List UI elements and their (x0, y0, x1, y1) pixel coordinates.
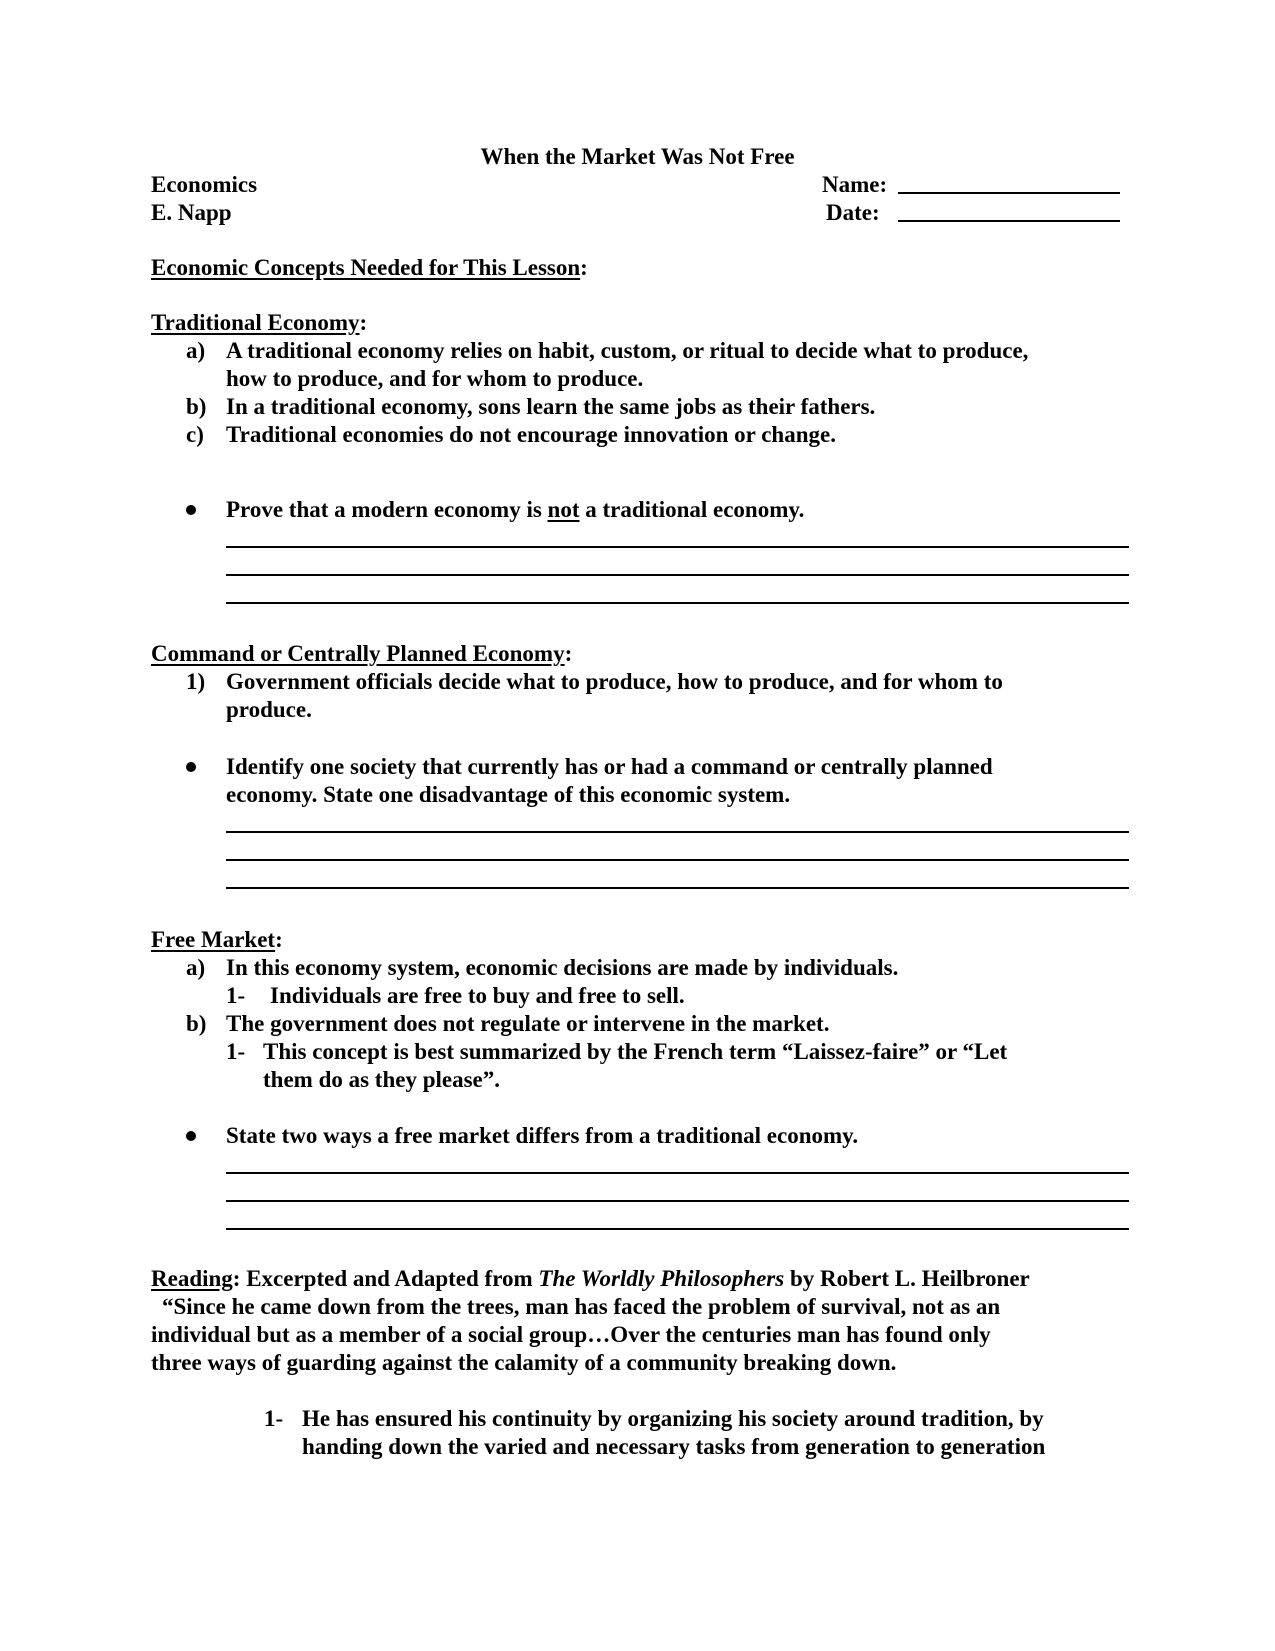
item-label: 1) (186, 669, 206, 694)
answer-line[interactable] (226, 1172, 1129, 1174)
list-item: produce. (226, 697, 312, 722)
command-heading: Command or Centrally Planned Economy: (151, 641, 573, 666)
reading-heading: Reading: Excerpted and Adapted from The Worldly Philosophers by Robert L. Heilbroner (151, 1266, 1030, 1291)
answer-line[interactable] (226, 602, 1129, 604)
answer-line[interactable] (226, 1228, 1129, 1230)
answer-line[interactable] (226, 831, 1129, 833)
teacher-name: E. Napp (151, 200, 232, 225)
list-item: handing down the varied and necessary tasks from generation to generation (302, 1434, 1046, 1459)
list-item: Individuals are free to buy and free to sell. (270, 983, 685, 1008)
question-text: Prove that a modern economy is not a traditional economy. (226, 497, 805, 522)
item-label: 1- (226, 983, 246, 1008)
list-item: In a traditional economy, sons learn the same jobs as their fathers. (226, 394, 876, 419)
date-label: Date: (826, 200, 880, 225)
bullet-icon (186, 505, 196, 515)
list-item: He has ensured his continuity by organizing his society around tradition, by (302, 1406, 1044, 1431)
list-item: them do as they please”. (263, 1067, 501, 1092)
list-item: A traditional economy relies on habit, custom, or ritual to decide what to produce, (226, 338, 1029, 363)
answer-line[interactable] (226, 1200, 1129, 1202)
name-label: Name: (822, 172, 888, 197)
list-item: Government officials decide what to produce, how to produce, and for whom to (226, 669, 1003, 694)
list-item: In this economy system, economic decisions are made by individuals. (226, 955, 899, 980)
item-label: 1- (264, 1406, 284, 1431)
bullet-icon (186, 762, 196, 772)
question-text: economy. State one disadvantage of this economic system. (226, 782, 791, 807)
list-item: This concept is best summarized by the French term “Laissez-faire” or “Let (263, 1039, 1008, 1064)
list-item: The government does not regulate or intervene in the market. (226, 1011, 830, 1036)
question-text: Identify one society that currently has or had a command or centrally planned (226, 754, 993, 779)
item-label: c) (186, 422, 204, 447)
answer-line[interactable] (226, 574, 1129, 576)
answer-line[interactable] (226, 859, 1129, 861)
reading-paragraph: three ways of guarding against the calamity of a community breaking down. (151, 1350, 897, 1375)
list-item: how to produce, and for whom to produce. (226, 366, 644, 391)
name-field[interactable] (898, 192, 1120, 194)
free-market-heading: Free Market: (151, 927, 283, 952)
item-label: b) (186, 394, 207, 419)
answer-line[interactable] (226, 887, 1129, 889)
course-name: Economics (151, 172, 258, 197)
item-label: a) (186, 338, 206, 363)
answer-line[interactable] (226, 546, 1129, 548)
reading-paragraph: individual but as a member of a social group…Over the centuries man has found only (151, 1322, 991, 1347)
question-text: State two ways a free market differs from a traditional economy. (226, 1123, 859, 1148)
item-label: 1- (226, 1039, 246, 1064)
concepts-heading: Economic Concepts Needed for This Lesson: (151, 255, 588, 280)
reading-paragraph: “Since he came down from the trees, man has faced the problem of survival, not as an (162, 1294, 1001, 1319)
item-label: b) (186, 1011, 207, 1036)
list-item: Traditional economies do not encourage innovation or change. (226, 422, 836, 447)
traditional-heading: Traditional Economy: (151, 310, 368, 335)
bullet-icon (186, 1131, 196, 1141)
item-label: a) (186, 955, 206, 980)
date-field[interactable] (898, 220, 1120, 222)
page-title: When the Market Was Not Free (480, 144, 795, 169)
